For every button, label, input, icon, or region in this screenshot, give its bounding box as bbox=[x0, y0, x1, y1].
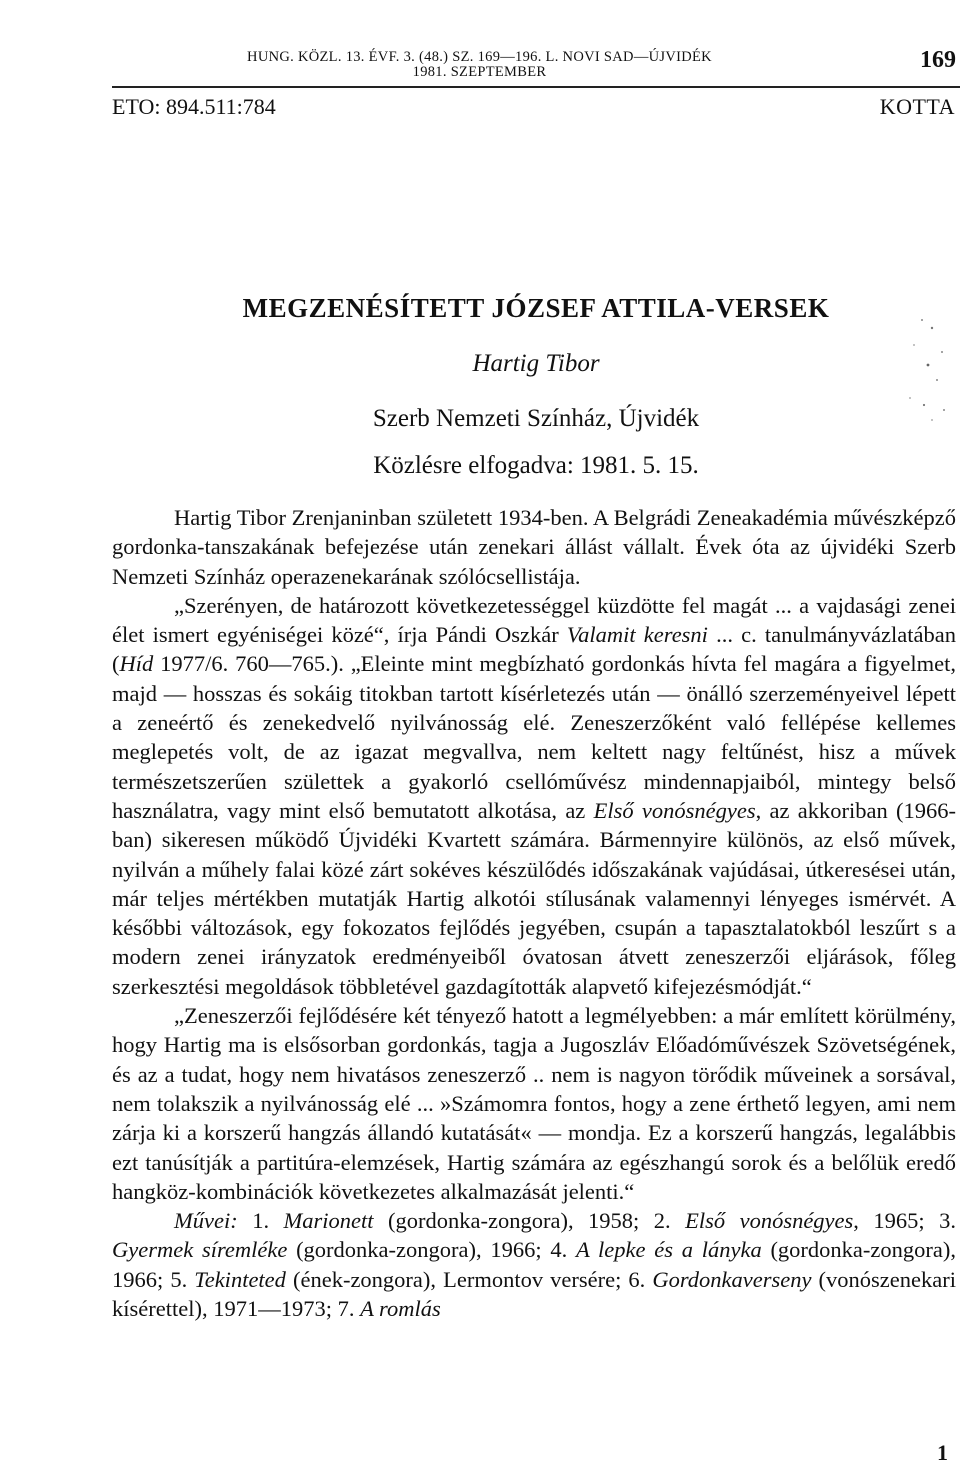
author-affiliation: Szerb Nemzeti Színház, Újvidék bbox=[372, 405, 700, 432]
running-head-date: 1981. SZEPTEMBER bbox=[412, 64, 547, 80]
journal-title: Híd bbox=[119, 651, 154, 677]
work-title: Gordonkaverseny bbox=[652, 1266, 812, 1292]
work-title: Első vonósnégyes bbox=[685, 1208, 854, 1234]
page-number: 169 bbox=[920, 47, 956, 73]
work-title: Gyermek síremléke bbox=[112, 1237, 288, 1263]
paragraph-development: „Zeneszerzői fejlődésére két tényező hatott a legmélyebben: a már említett körülmény, hogy Hartig ma is elsősorban gordonkás, tagja a Jugoszláv Előadóművészek Szövetségének, és az a tudat, hogy nem hivatásos zeneszerző .. nem is nagyon törődik műveinek a sorsával, nem tolakszik a nyilvánosság elé ... »Számomra fontos, hogy a zene érthető legyen, ami nem zárja ki a korszerű hangzás állandó kutatását« — mondja. Ez a korszerű hangzás, legalábbis ezt tanúsítják a partitúra-elemzések, Hartig számára az egészhangú sorok és a belőlük eredő hangköz-kombinációk következetes alkalmazását jelenti.“ bbox=[112, 1003, 956, 1204]
works-label: Művei: bbox=[174, 1208, 238, 1234]
paragraph-works: Művei: 1. Marionett (gordonka-zongora), 1958; 2. Első vonósnégyes, 1965; 3. Gyermek síremléke (gordonka-zongora), 1966; 4. A lepke és a lányka (gordonka-zongora), 1966; 5. Tekinteted (ének-zongora), Lermontov versére; 6. Gordonkaverseny (vonószenekari kísérettel), 1971—1973; 7. A romlás bbox=[112, 1208, 956, 1322]
paragraph-biography: Hartig Tibor Zrenjaninban született 1934-ben. A Belgrádi Zeneakadémia művészképző gordonka-tanszakának befejezése után zenekari állást vállalt. Évek óta az újvidéki Szerb Nemzeti Színház operazenekarának szólócsellistája. bbox=[112, 505, 956, 589]
signature-mark: 1 bbox=[937, 1440, 948, 1465]
article-author: Hartig Tibor bbox=[472, 350, 600, 377]
work-title: Marionett bbox=[283, 1208, 374, 1234]
work-title: Első vonósnégyes bbox=[593, 797, 756, 823]
work-title: Tekinteted bbox=[194, 1266, 286, 1292]
header-rule bbox=[112, 86, 960, 88]
cited-title: Valamit keresni bbox=[566, 622, 708, 648]
section-label: KOTTA bbox=[879, 94, 955, 119]
accepted-date: Közlésre elfogadva: 1981. 5. 15. bbox=[373, 452, 699, 479]
work-title: A romlás bbox=[360, 1296, 441, 1322]
paragraph-quote: „Szerényen, de határozott következetességgel küzdötte fel magát ... a vajdasági zenei élet ismert egyéniségei közé“, írja Pándi Oszkár Valamit keresni ... c. tanulmányvázlatában (Híd 1977/6. 760—765.). „Eleinte mint megbízható gordonkás hívta fel magára a figyelmet, majd — hosszas és sokáig titokban tartott kísérletezés után — önálló szerzeményeivel lépett a zeneértő és zenekedvelő nyilvánosság elé. Zeneszerzőként való fellépése kellemes meglepetés volt, de az igazat megvallva, nem keltett nagy feltűnést, hisz a művek természetszerűen születtek a gyakorló csellóművész mindennapjaiból, mintegy belső használatra, vagy mint első bemutatott alkotása, az Első vonósnégyes, az akkoriban (1966-ban) sikeresen működő Újvidéki Kvartett számára. Bármennyire különös, az első művek, nyilván a műhely falai közé zárt sokéves készülődés időszakának vajúdásai, útkeresései után, már teljes mértékben mutatják Hartig alkotói stílusának valamennyi lényeges ismérvét. A későbbi változások, egy fokozatos fejlődés jegyében, csupán a tapasztalatokból leszűrt s a modern zenei irányzatok eredményeiből óvatosan átvett zeneszerzői eljárások, főleg szerkesztési megoldások többletével gazdagították alapvető kifejezésmódját.“ bbox=[112, 592, 956, 999]
eto-classification: ETO: 894.511:784 bbox=[112, 94, 276, 119]
running-head-journal: HUNG. KÖZL. 13. ÉVF. 3. (48.) SZ. 169—196. L. NOVI SAD—ÚJVIDÉK bbox=[247, 49, 712, 65]
work-title: A lepke és a lányka bbox=[575, 1237, 762, 1263]
scan-speckle bbox=[862, 310, 952, 430]
article-body bbox=[112, 503, 956, 1323]
running-head bbox=[112, 50, 847, 80]
article-title: MEGZENÉSÍTETT JÓZSEF ATTILA-VERSEK bbox=[242, 293, 830, 323]
